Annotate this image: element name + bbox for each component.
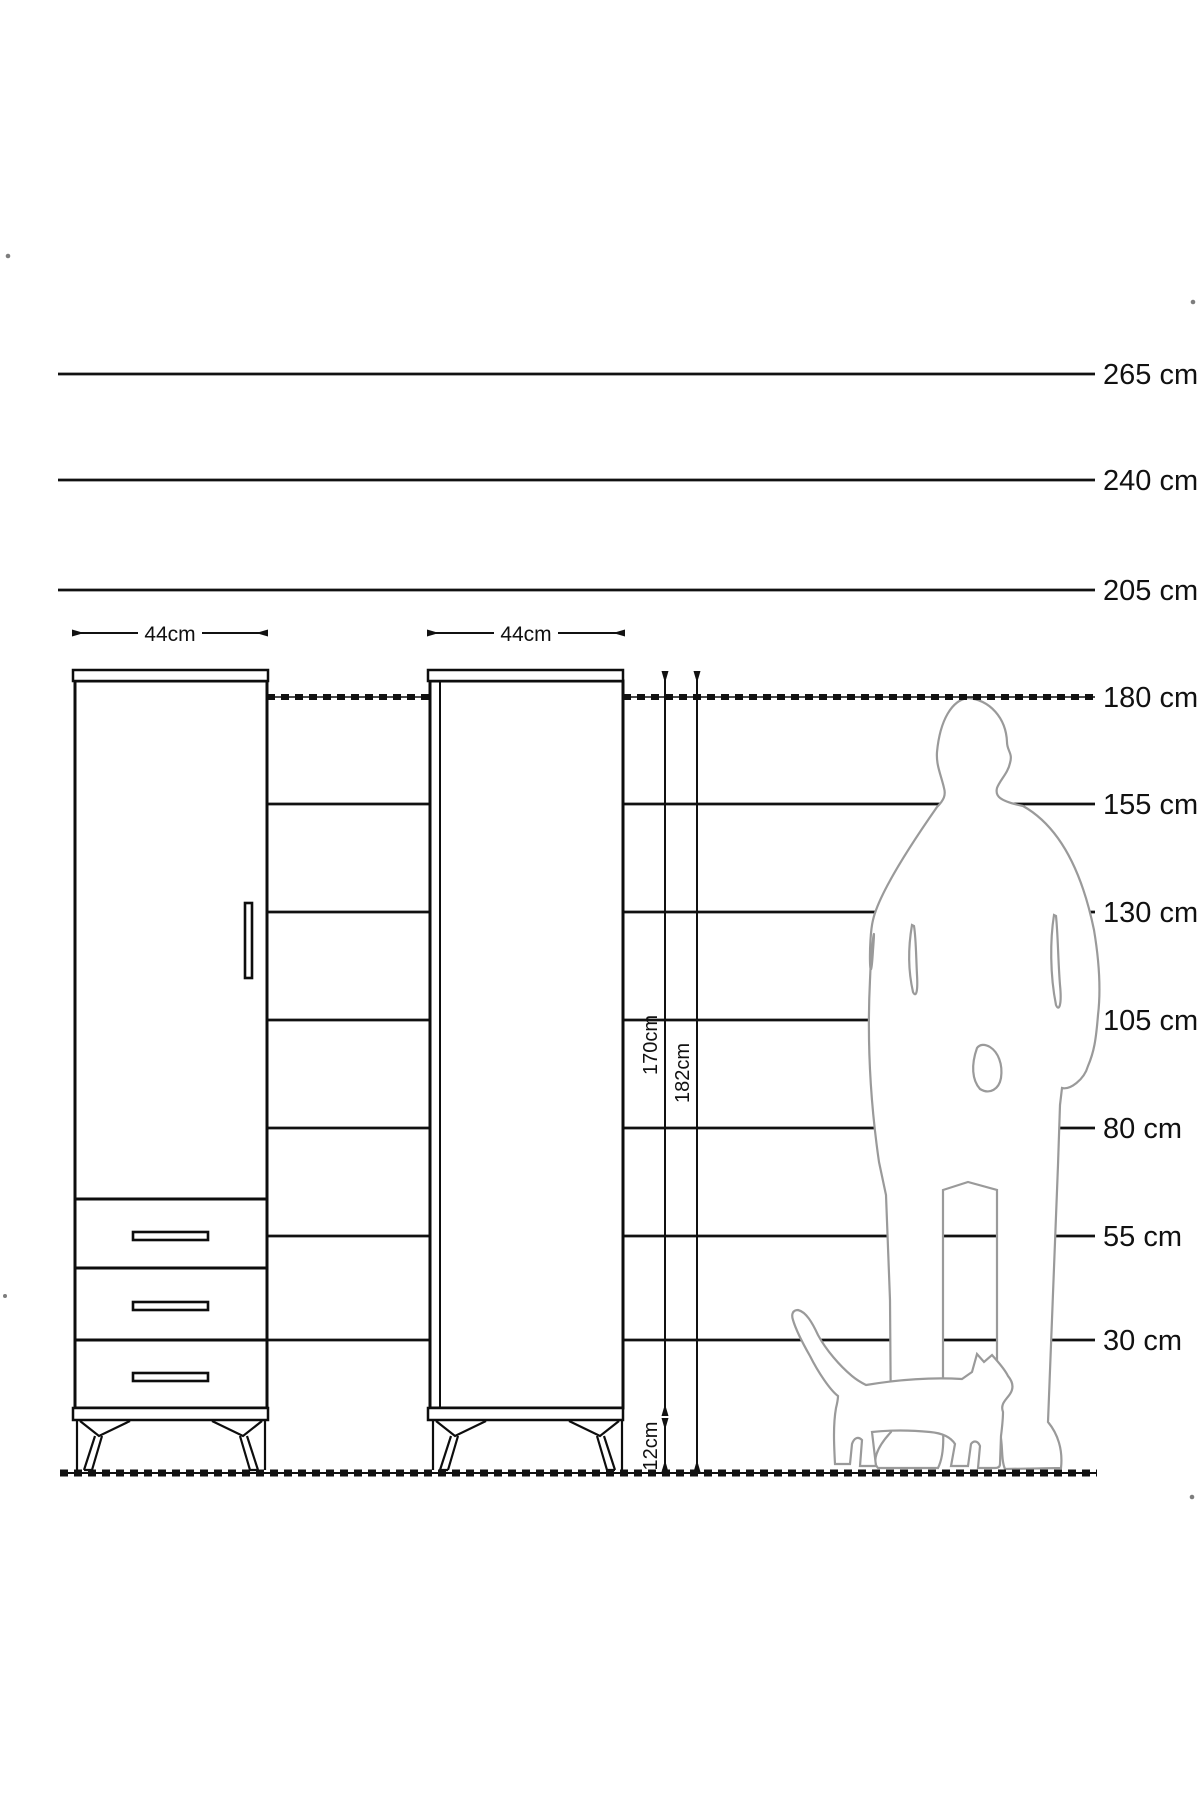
cabinet-2-width-dimension [428,623,624,646]
label-130cm: 130 cm [1103,897,1199,929]
cabinet-1-legs [77,1420,265,1470]
cabinet-2-tall-cabinet [428,670,623,1470]
cabinet-1-body [75,681,267,1408]
cabinet-1-door-handle [245,903,252,978]
cabinet-2-body [430,681,623,1408]
cabinet-1-width-label: 44cm [144,623,196,646]
label-265cm: 265 cm [1103,359,1199,391]
label-80cm: 80 cm [1103,1113,1182,1145]
leg-height-label: 12cm [640,1421,662,1471]
cabinet-2-legs [433,1420,622,1470]
cabinet-1-drawer-handle-3 [133,1373,208,1381]
cabinet-2-bottom-plate [428,1408,623,1420]
cabinet-1-drawer-handle-2 [133,1302,208,1310]
cabinet-2-top-plate [428,670,623,681]
height-scale-labels [1103,359,1198,1357]
total-height-label: 182cm [672,1042,694,1104]
body-height-label: 170cm [640,1014,662,1076]
label-30cm: 30 cm [1103,1325,1182,1357]
label-105cm: 105 cm [1103,1005,1199,1037]
cabinet-1-width-dimension [73,623,267,646]
label-240cm: 240 cm [1103,465,1199,497]
label-180cm: 180 cm [1103,682,1199,714]
cabinet-1-bottom-plate [73,1408,268,1420]
cabinet-1-drawer-handle-1 [133,1232,208,1240]
cabinet-2-width-label: 44cm [500,623,552,646]
man-silhouette [869,698,1100,1469]
label-55cm: 55 cm [1103,1221,1182,1253]
label-205cm: 205 cm [1103,575,1199,607]
label-155cm: 155 cm [1103,789,1199,821]
height-dimension-lines [640,672,697,1471]
cabinet-1-wardrobe [73,670,268,1470]
cabinet-1-top-plate [73,670,268,681]
